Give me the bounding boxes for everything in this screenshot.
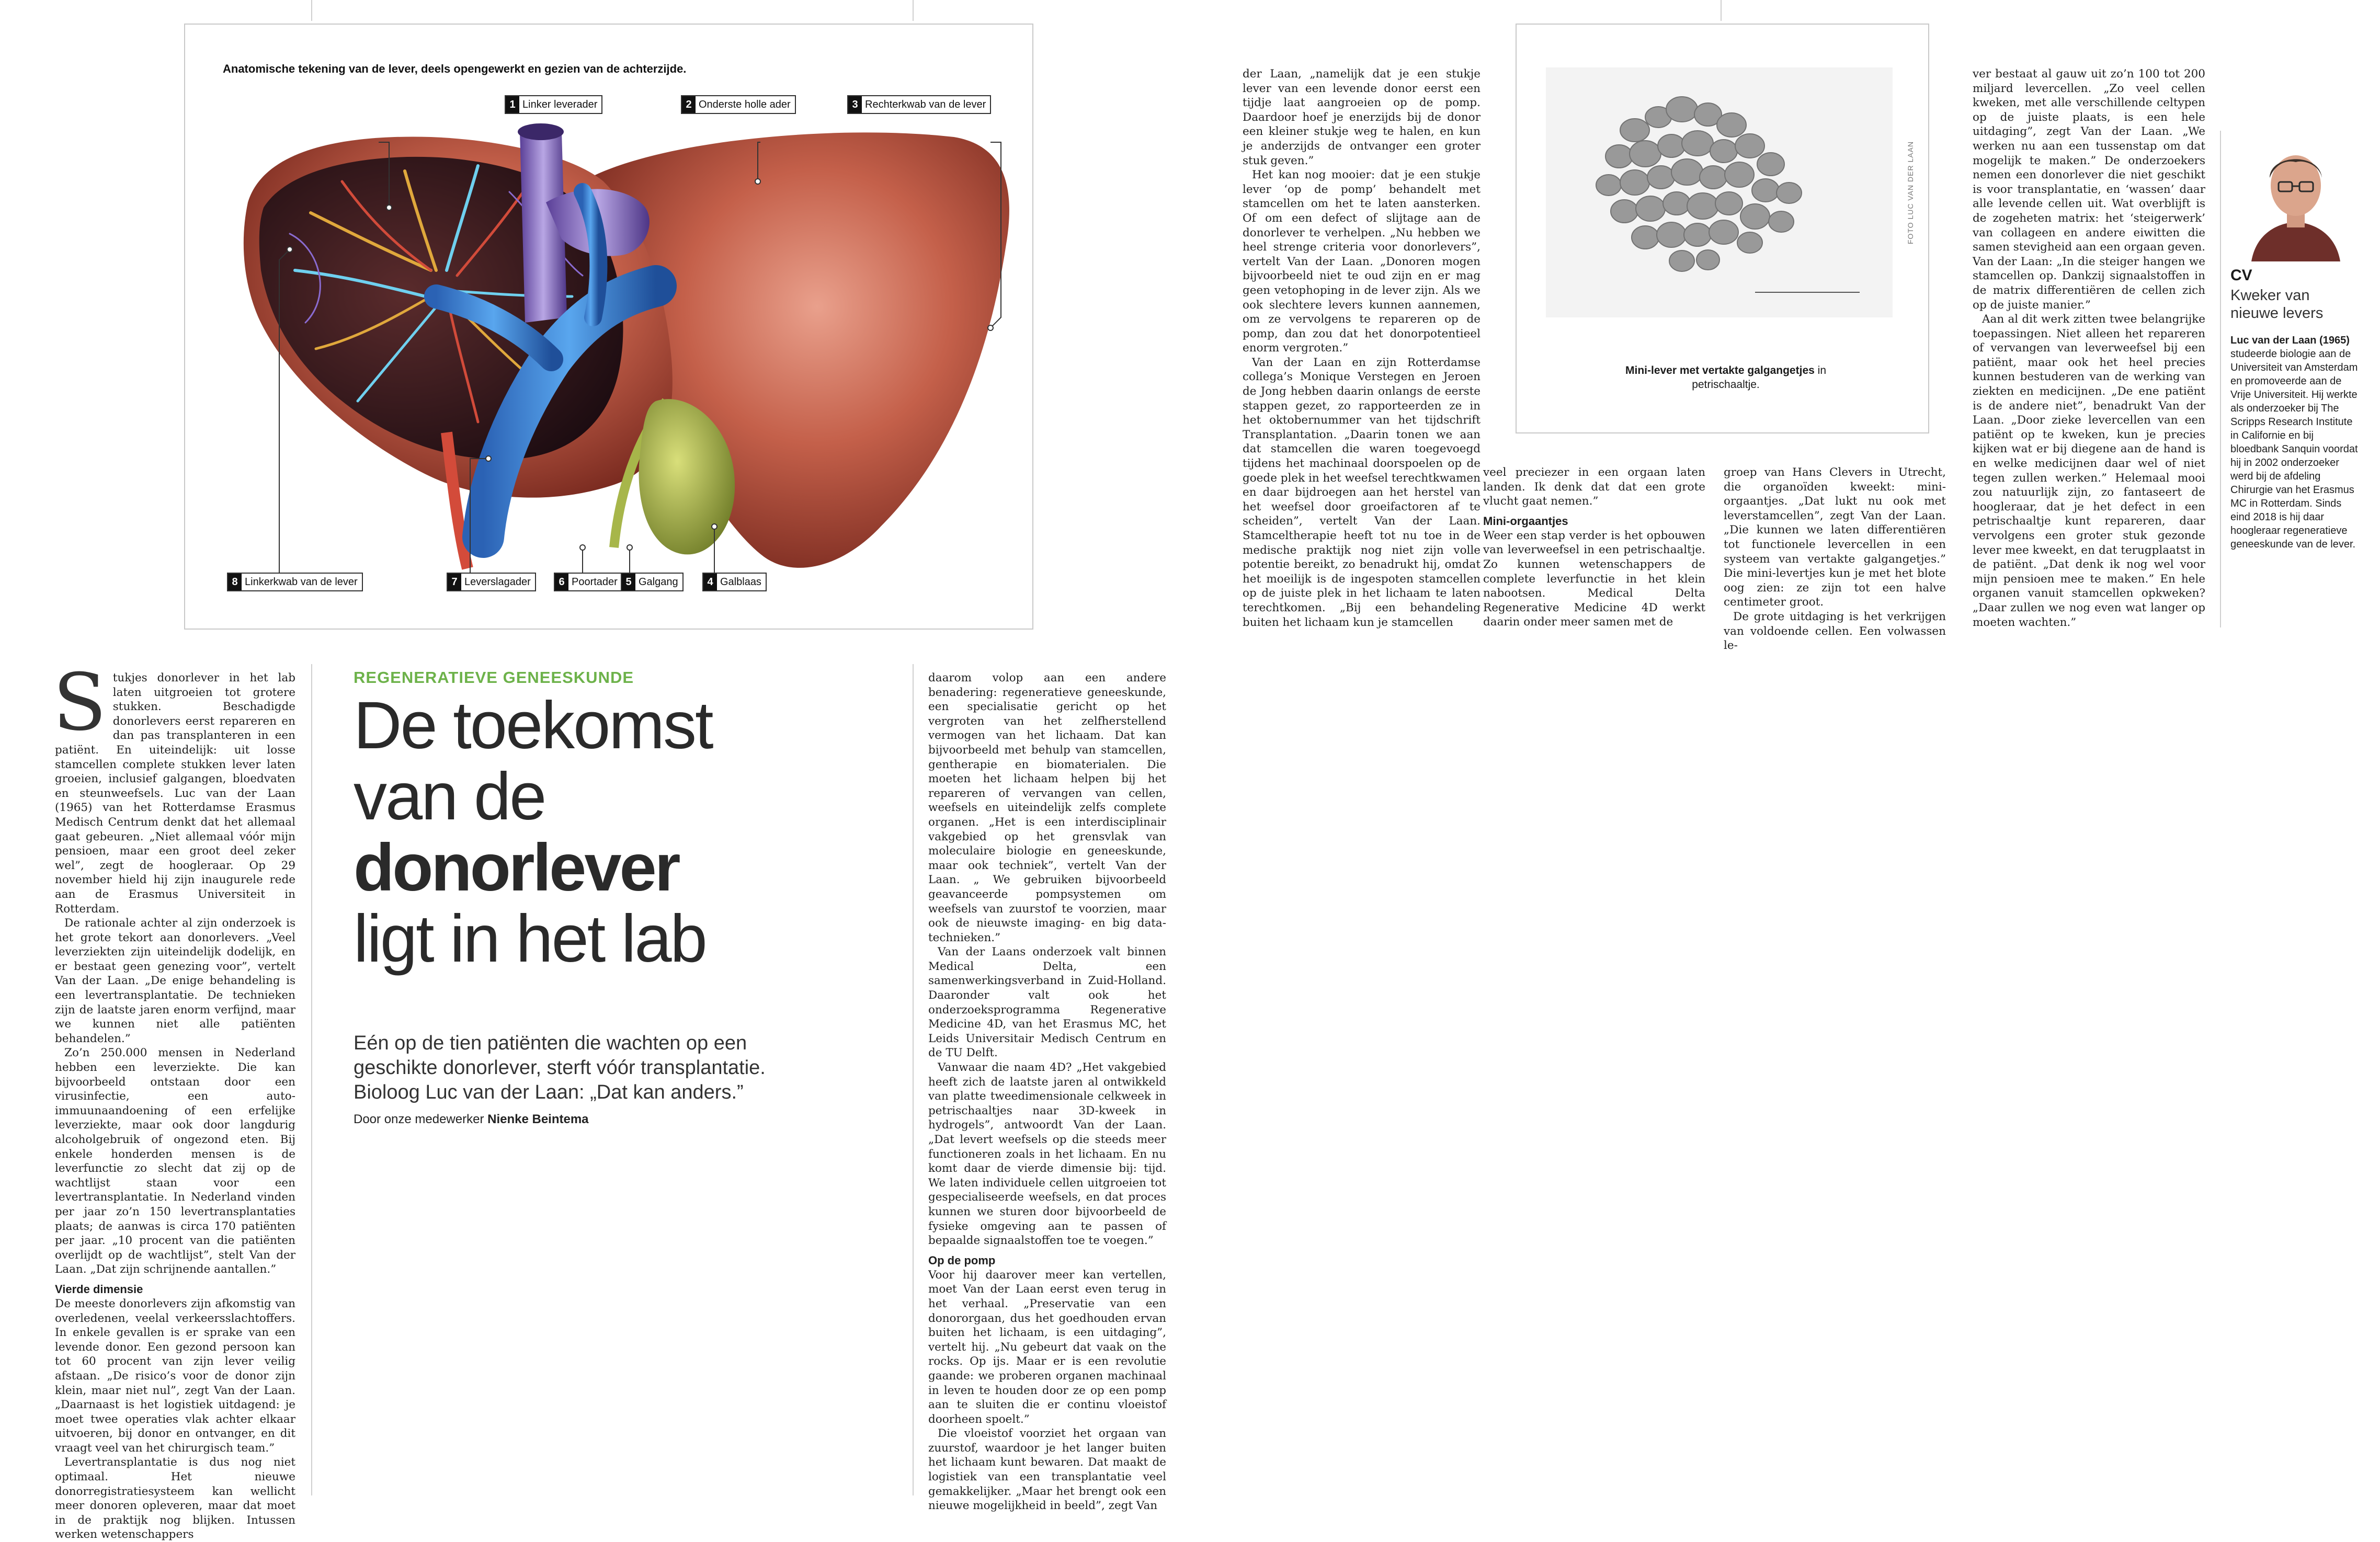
article-column-8: ver bestaat al gauw uit zo’n 100 tot 200 miljard levercellen. „Zo veel cellen kweken, met alle verschillende celtypen op de juiste plaats, is een hele uitdaging”, zegt Van der Laan. „We werken nu aan een tussenstap om dat mogelijk te maken.” De onderzoekers nemen een donorlever die niet geschikt is voor transplantatie, en ‘wassen’ daar alle levende cellen uit. Wat overblijft is de zogeheten matrix: het ‘steigerwerk’ van collageen en andere eiwitten die samen stevigheid aan een orgaan geven. Van der Laan: „In die steiger hangen we stamcellen op. Dankzij signaalstoffen in de matrix differentiëren de cellen zich op de juiste manier.” Aan al dit werk zitten twee belangrijke toepassingen. Niet alleen het repareren of vervangen van leverweefsel bij een patiënt, maar ook het heel precies kunnen bestuderen van de werking van ziekten en medicijnen. „De ene patiënt is de andere niet”, benadrukt Van der Laan. „Door zieke levercellen van een patiënt op te kweken, kun je precies kijken wat er bij diegene aan de hand is en welke medicijnen daar wel of niet tegen zullen werken.” Helemaal mooi zou natuurlijk zijn, zo fantaseert de hoogleraar, dat je het defect in een petrischaaltje kunt repareren, daar vervolgens een groter stuk gezonde lever mee kweekt, en dat terugplaatst in de patiënt. „Dat denk ik nog wel voor mijn pensioen mee te maken.” En hele organen vanuit stamcellen opkweken? „Daar zullen we nog even wat langer op moeten wachten.” bbox=[1973, 67, 2205, 629]
photo-credit: FOTO LUC VAN DER LAAN bbox=[1906, 141, 1915, 244]
figure-caption: Anatomische tekening van de lever, deels opengewerkt en gezien van de achterzijde. bbox=[223, 62, 687, 75]
mini-liver-photo bbox=[1546, 67, 1893, 317]
headline: De toekomst van de donorlever ligt in het lab bbox=[354, 688, 712, 976]
cv-subheading: Kweker van nieuwe levers bbox=[2230, 287, 2324, 322]
liver-figure bbox=[184, 24, 1033, 630]
label-poortader: 6 Poortader bbox=[554, 573, 623, 591]
label-linker-leverader: 1 Linker leverader bbox=[505, 95, 602, 114]
avatar bbox=[2241, 136, 2351, 261]
liver-illustration bbox=[185, 25, 1032, 629]
article-column-6: veel preciezer in een orgaan laten landen. Ik denk dat dat een grote vlucht gaat nemen.” Mini-orgaantjes Weer een stap verder is het opbouwen van leverweefsel in een petrischaaltje. Zo kunnen wetenschappers de complete leverfunctie in het klein nabootsen. Medical Delta Regenerative Medicine 4D werkt daarin onder meer samen met de bbox=[1483, 466, 1705, 629]
cv-sidebar bbox=[2230, 136, 2359, 551]
lead: Eén op de tien patiënten die wachten op een geschikte donorlever, sterft vóór transplantatie. Bioloog Luc van der Laan: „Dat kan anders.” bbox=[354, 1032, 766, 1103]
subhead-mini-orgaantjes: Mini-orgaantjes bbox=[1483, 514, 1568, 528]
photo-box bbox=[1516, 24, 1929, 433]
article-column-7-text: groep van Hans Clevers in Utrecht, die organoïden kweekt: mini-orgaantjes. „Dat lukt nu ook met leverstamcellen”, zegt Van der Laan. „Die kunnen we laten differentiëren tot functionele levercellen in een systeem van vertakte galgangetjes.” Die mini-levertjes kun je met het blote oog zien: ze zijn tot een halve centimeter groot. De grote uitdaging is het verkrijgen van voldoende cellen. Een volwassen le- bbox=[1724, 466, 1946, 653]
article-column-3: daarom volop aan een andere benadering: regeneratieve geneeskunde, een specialisatie gericht op het vergroten van het zelfherstellend vermogen van het lichaam. Dat kan bijvoorbeeld met behulp van stamcellen, gentherapie en biomaterialen. Die moeten het lichaam helpen bij het repareren of vervangen van cellen, weefsels en uiteindelijk zelfs complete organen. „Het is een interdisciplinair vakgebied op het grensvlak van moleculaire biologie en geneeskunde, maar ook techniek”, vertelt Van der Laan. „ We gebruiken bijvoorbeeld geavanceerde pompsystemen om weefsels van zuurstof te voorzien, maar ook de nieuwste imaging- en big data-technieken.” Van der Laans onderzoek valt binnen Medical Delta, een samenwerkingsverband in Zuid-Holland. Daaronder valt ook het onderzoeksprogramma Regenerative Medicine 4D, van het Erasmus MC, het Leids Universitair Medisch Centrum en de TU Delft. Vanwaar die naam 4D? „Het vakgebied heeft zich de laatste jaren al ontwikkeld van platte tweedimensionale celkweek in petrischaaltjes naar 3D-kweek in hydrogels”, antwoordt Van der Laan. „Dat levert weefsels op die steeds meer functioneren zoals in het lichaam. En nu komt daar de vierde dimensie bij: tijd. We laten individuele cellen uitgroeien tot gespecialiseerde weefsels, en dat proces kunnen we sturen door bijvoorbeeld de fysieke omgeving aan te passen of bepaalde signaalstoffen toe te voegen.” Op de pomp Voor hij daarover meer kan vertellen, moet Van der Laan eerst even terug in het verhaal. „Preservatie van een donororgaan, dus het goedhouden ervan buiten het lichaam, is een uitdaging”, vertelt hij. „Nu gebeurt dat vaak on the rocks. Op ijs. Maar er is een revolutie gaande: we proberen organen machinaal in leven te houden door ze op een pomp aan te sluiten die er continu vloeistof doorheen spoelt.” Die vloeistof voorziet het orgaan van zuurstof, waardoor je het langer buiten het lichaam kunt bewaren. Dat maakt de logistiek van een transplantatie veel gemakkelijker. „Maar het brengt ook een nieuwe mogelijkheid in beeld”, zegt Van bbox=[928, 671, 1166, 1513]
photo-caption: Mini-lever met vertakte galgangetjes in petrischaaltje. bbox=[1625, 364, 1826, 391]
article-column-5: der Laan, „namelijk dat je een stukje lever van een levende donor eerst een tijdje laat aangroeien op de pomp. Daardoor hoef je enerzijds bij de donor een kleiner stukje weg te halen, en kun je anderzijds de ontvanger een groter stuk geven.” Het kan nog mooier: dat je een stukje lever ‘op de pomp’ behandelt met stamcellen om het te laten aansterken. Of om een defect of slijtage aan de donorlever te verhelpen. „Nu hebben we heel strenge criteria voor donorlevers”, vertelt Van der Laan. „Donoren mogen bijvoorbeeld niet te oud zijn en er mag geen vetophoping in de lever zijn. Als we ook slechtere levers kunnen aannemen, om ze vervolgens te repareren op de pomp, dan zou dat het donorpotentieel enorm vergroten.” Van der Laan en zijn Rotterdamse collega’s Monique Verstegen en Jeroen de Jong hebben daarin onlangs de eerste stappen gezet, zo rapporteerden ze in het oktobernummer van het tijdschrift Transplantation. „Daarin tonen we aan dat stamcellen die waren toegevoegd tijdens het machinaal doorspoelen op de goede plek in het weefsel terechtkwamen en daar bijdroegen aan het herstel van het weefsel door groeifactoren af te scheiden”, vertelt Van der Laan. Stamceltherapie heeft tot nu toe in de medische praktijk nog niet zijn volle potentie bereikt, zo benadrukt hij, omdat het moeilijk is de ingespoten stamcellen op de juiste plek in het lichaam te laten terechtkomen. „Bij een behandeling buiten het lichaam kun je stamcellen bbox=[1243, 67, 1481, 629]
label-galblaas: 4 Galblaas bbox=[702, 573, 767, 591]
label-onderste-holle-ader: 2 Onderste holle ader bbox=[681, 95, 796, 114]
article-column-1: S tukjes donorlever in het lab laten uitgroeien tot grotere stukken. Beschadigde donorlevers eerst repareren en dan pas transplanteren in een patiënt. En uiteindelijk: uit losse stamcellen complete stukken lever laten groeien, inclusief galgangen, bloedvaten en steunweefsels. Luc van der Laan (1965) van het Rotterdamse Erasmus Medisch Centrum denkt dat het allemaal gaat gebeuren. „Niet allemaal vóór mijn pensioen, maar een groot deel zeker wel”, zegt de hoogleraar. Op 29 november hield hij zijn inaugurele rede aan de Erasmus Universiteit in Rotterdam. De rationale achter al zijn onderzoek is het grote tekort aan donorlevers. „Veel leverziekten zijn uiteindelijk dodelijk, en er bestaat geen genezing voor”, vertelt Van der Laan. „De enige behandeling is een levertransplantatie. De technieken zijn de laatste jaren enorm verfijnd, maar we kunnen niet alle patiënten behandelen.” Zo’n 250.000 mensen in Nederland hebben een leverziekte. Die kan bijvoorbeeld ontstaan door een virusinfectie, een auto-immuunaandoening of een erfelijke leverziekte, maar ook door langdurig alcoholgebruik of ongezond eten. Bij enkele honderden mensen is de leverfunctie zo slecht dat zij op de wachtlijst staan voor een levertransplantatie. In Nederland vinden per jaar zo’n 150 levertransplantaties plaats; de aanwas is circa 170 patiënten per jaar. „10 procent van die patiënten overlijdt op de wachtlijst”, stelt Van der Laan. „Dat zijn schrijnende aantallen.” Vierde dimensie De meeste donorlevers zijn afkomstig van overledenen, veelal verkeersslachtoffers. In enkele gevallen is er sprake van een levende donor. Een gezond persoon kan tot 60 procent van zijn lever veilig afstaan. „De risico’s voor de donor zijn klein, maar niet nul”, zegt Van der Laan. „Daarnaast is het logistiek uitdagend: je moet twee operaties vlak achter elkaar uitvoeren, bij donor en ontvanger, en dit vraagt veel van het chirurgisch team.” Levertransplantatie is dus nog niet optimaal. Het nieuwe donorregistratiesysteem kan wellicht meer donoren opleveren, maar dat moet in de praktijk nog blijken. Intussen werken wetenschappers bbox=[53, 657, 295, 1541]
label-leverslagader: 7 Leverslagader bbox=[447, 573, 536, 591]
cv-heading: CV bbox=[2230, 267, 2252, 284]
label-linkerkwab: 8 Linkerkwab van de lever bbox=[227, 573, 363, 591]
subhead-vierde-dimensie: Vierde dimensie bbox=[55, 1282, 143, 1296]
subhead-op-de-pomp: Op de pomp bbox=[928, 1253, 996, 1267]
cv-text: Luc van der Laan (1965) studeerde biologie aan de Universiteit van Amsterdam en promoveerde aan de Vrije Universiteit. Hij werkte als onderzoeker bij The Scripps Research Institute in Californie en bij bloedbank Sanquin voordat hij in 2002 onderzoeker werd bij de afdeling Chirurgie van het Erasmus MC in Rotterdam. Sinds eind 2018 is hij daar hoogleraar regeneratieve geneeskunde van de lever. bbox=[2230, 335, 2358, 550]
label-galgang: 5 Galgang bbox=[621, 573, 684, 591]
label-rechterkwab: 3 Rechterkwab van de lever bbox=[847, 95, 991, 114]
kicker: REGENERATIEVE GENEESKUNDE bbox=[354, 668, 634, 687]
dropcap: S bbox=[53, 657, 107, 748]
byline: Door onze medewerker Nienke Beintema bbox=[354, 1112, 589, 1126]
